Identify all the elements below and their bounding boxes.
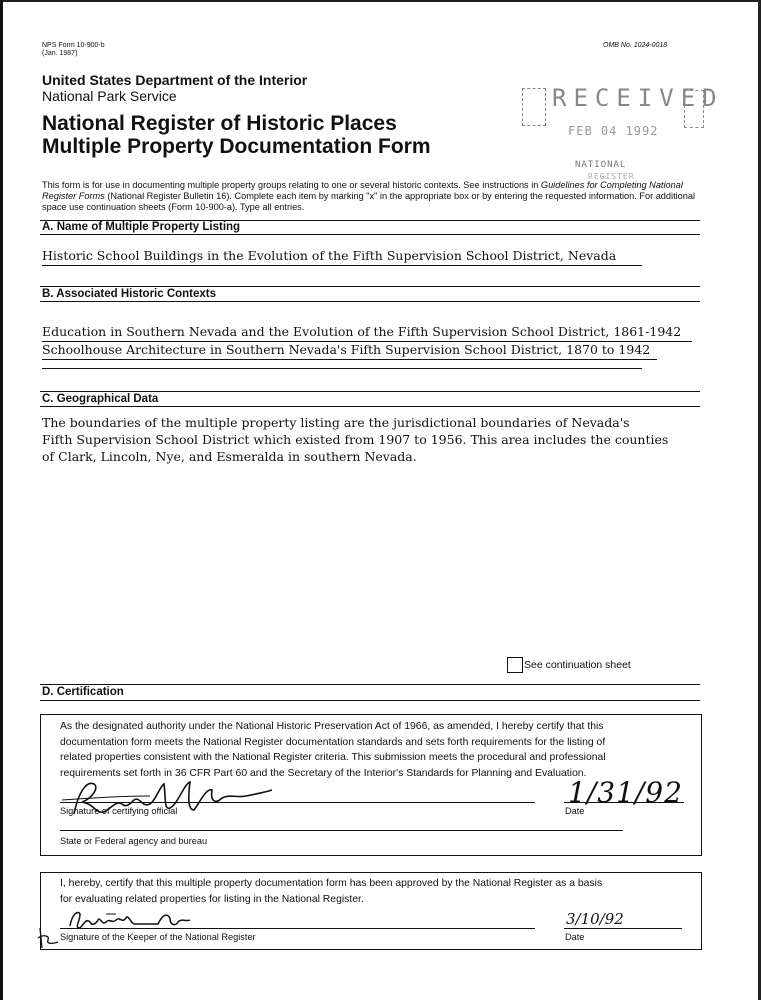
historic-context-field-2[interactable] xyxy=(42,342,657,360)
certification-line: related properties consistent with the National Register criteria. This submission meets the procedural and professional xyxy=(60,752,606,763)
agency-bureau-line[interactable] xyxy=(60,830,623,831)
section-a-bottom-rule xyxy=(40,234,700,235)
form-title-line1: National Register of Historic Places xyxy=(42,112,397,135)
instructions-text-2: (National Register Bulletin 16). Complete each item by marking "x" in the appropriate box or by entering the requested information. For additional space use continuation sheets (Form 10-900-a). Type all entries. xyxy=(42,191,696,212)
multiple-property-name-field[interactable] xyxy=(42,248,642,266)
keeper-initials-mark xyxy=(36,926,62,950)
agency-name: National Park Service xyxy=(42,88,177,104)
instructions xyxy=(42,180,702,213)
keeper-date-line[interactable] xyxy=(564,928,682,929)
certification-date-line[interactable] xyxy=(564,802,684,803)
certification-date-value: 1/31/92 xyxy=(568,776,683,809)
certification-line: documentation form meets the National Register documentation standards and sets forth requirements for the listing of xyxy=(60,736,606,748)
section-b-top-rule xyxy=(40,286,700,287)
keeper-statement xyxy=(60,876,690,907)
keeper-line: I, hereby, certify that this multiple property documentation form has been approved by the National Register as a basis xyxy=(60,878,603,889)
stamp-date: FEB 04 1992 xyxy=(568,124,659,138)
historic-context-value-1: Education in Southern Nevada and the Evolution of the Fifth Supervision School District, 1861-1942 xyxy=(42,324,682,339)
scan-edge-left xyxy=(0,0,3,1000)
certification-line: As the designated authority under the National Historic Preservation Act of 1966, as amended, I hereby certify that this xyxy=(60,721,604,732)
scan-edge-top xyxy=(0,0,761,2)
historic-context-value-2: Schoolhouse Architecture in Southern Nevada's Fifth Supervision School District, 1870 to 1942 xyxy=(42,342,651,357)
historic-context-field-3[interactable] xyxy=(42,360,642,369)
section-b-heading: B. Associated Historic Contexts xyxy=(42,288,217,300)
certification-line: requirements set forth in 36 CFR Part 60 and the Secretary of the Interior's Standards for Planning and Evaluation. xyxy=(60,767,587,779)
form-number: NPS Form 10-900-b xyxy=(42,42,105,49)
received-stamp xyxy=(522,82,724,140)
geographical-data-text xyxy=(42,414,702,465)
form-date: (Jan. 1987) xyxy=(42,50,78,57)
section-d-bottom-rule xyxy=(40,700,700,701)
keeper-signature-line[interactable] xyxy=(60,928,535,929)
form-title-line2: Multiple Property Documentation Form xyxy=(42,135,431,158)
section-a-heading: A. Name of Multiple Property Listing xyxy=(42,221,241,233)
section-c-top-rule xyxy=(40,391,700,392)
stamp-received-text: RECEIVED xyxy=(552,84,724,112)
instructions-text-1: This form is for use in documenting multiple property groups relating to one or several historic contexts. See instructions in xyxy=(42,180,541,190)
stamp-national: NATIONAL xyxy=(575,160,627,170)
agency-bureau-label: State or Federal agency and bureau xyxy=(60,836,208,846)
instructions-guidelines-title: Guidelines for Completing National Register Forms xyxy=(42,180,683,201)
geographical-data-line: Fifth Supervision School District which existed from 1907 to 1956. This area includes the counties xyxy=(42,432,669,447)
multiple-property-name-value: Historic School Buildings in the Evolution of the Fifth Supervision School District, Nevada xyxy=(42,248,617,263)
certification-date-label: Date xyxy=(565,806,585,816)
section-b-bottom-rule xyxy=(40,301,700,302)
certification-statement xyxy=(60,719,690,781)
certifying-signature-line[interactable] xyxy=(60,802,535,803)
omb-number: OMB No. 1024-0018 xyxy=(603,42,668,49)
department-name: United States Department of the Interior xyxy=(42,72,308,88)
section-c-bottom-rule xyxy=(40,406,700,407)
historic-context-field-1[interactable] xyxy=(42,324,692,342)
geographical-data-line: of Clark, Lincoln, Nye, and Esmeralda in southern Nevada. xyxy=(42,449,417,464)
keeper-date-label: Date xyxy=(565,932,585,942)
keeper-signature xyxy=(66,906,196,934)
certifying-signature-label: Signature of certifying official xyxy=(60,806,178,816)
continuation-sheet-label: See continuation sheet xyxy=(524,659,631,671)
geographical-data-line: The boundaries of the multiple property listing are the jurisdictional boundaries of Nevada's xyxy=(42,415,630,430)
keeper-signature-label: Signature of the Keeper of the National Register xyxy=(60,932,256,942)
section-d-top-rule xyxy=(40,684,700,685)
section-c-heading: C. Geographical Data xyxy=(42,393,159,405)
keeper-line: for evaluating related properties for listing in the National Register. xyxy=(60,893,364,905)
keeper-date-value: 3/10/92 xyxy=(566,910,624,928)
continuation-sheet-checkbox[interactable] xyxy=(507,657,523,673)
stamp-bracket-left xyxy=(522,88,546,126)
section-d-heading: D. Certification xyxy=(42,686,124,698)
stamp-register: REGISTER xyxy=(588,172,635,181)
